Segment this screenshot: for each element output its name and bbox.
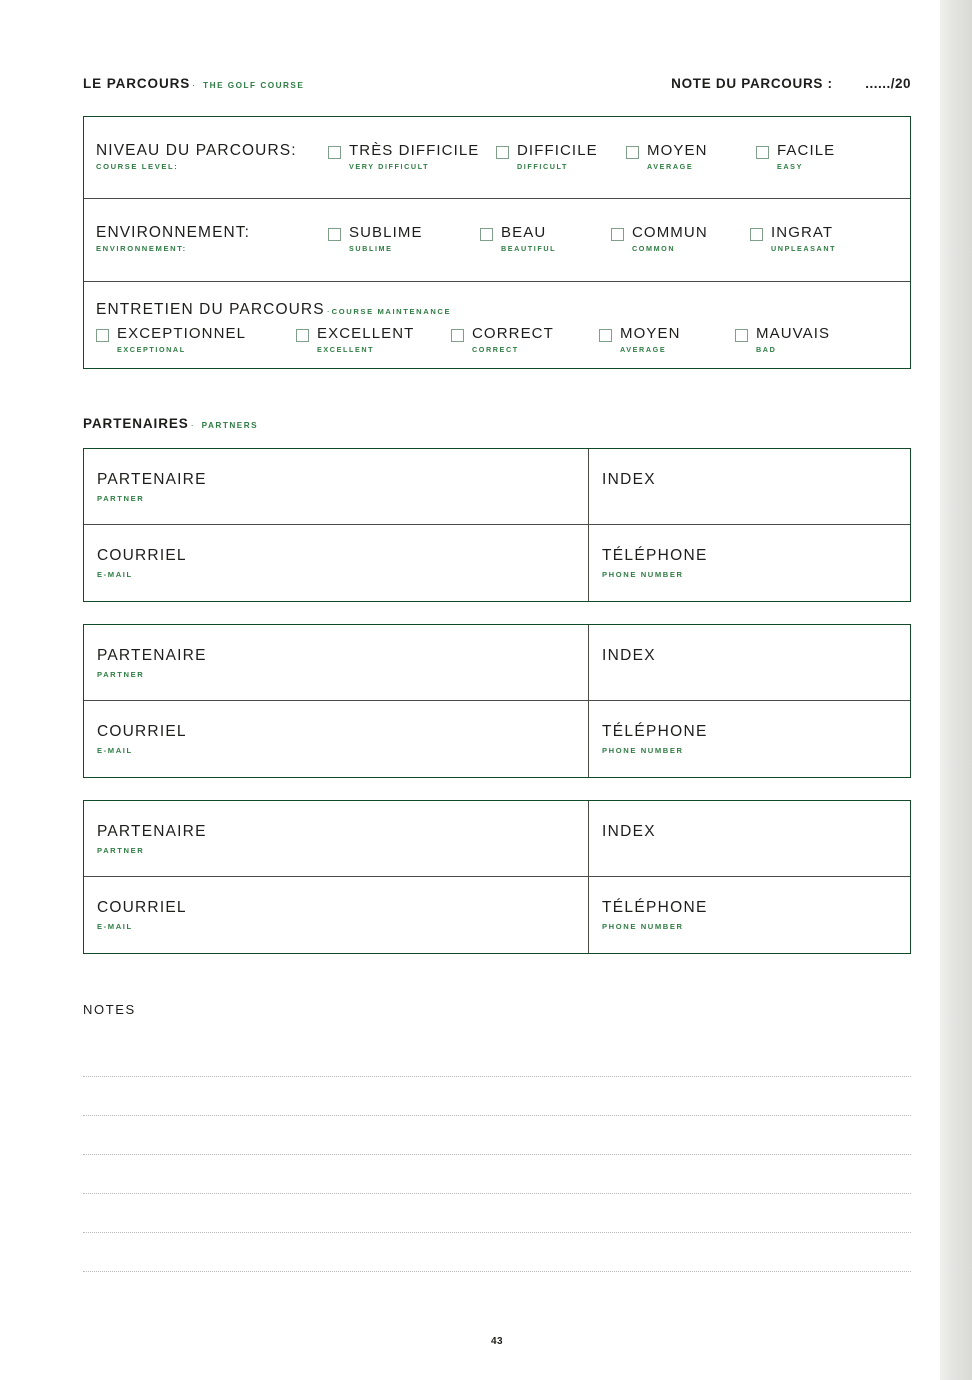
rating-row-course-maintenance [84, 282, 910, 368]
field-label-en: PHONE NUMBER [602, 746, 684, 755]
field-label-en: PHONE NUMBER [602, 570, 684, 579]
field-label-fr: INDEX [602, 647, 656, 664]
maintenance-separator: · [326, 306, 330, 316]
field-label-fr: PARTENAIRE [97, 647, 207, 664]
checkbox-icon[interactable] [96, 329, 109, 342]
field-label-fr: COURRIEL [97, 899, 187, 916]
option-label-fr: TRÈS DIFFICILE [349, 142, 480, 159]
option-label-fr: DIFFICILE [517, 142, 598, 159]
course-score-value[interactable]: ....../20 [865, 76, 911, 91]
partner-email-field[interactable] [84, 525, 589, 601]
page-edge-shadow [940, 0, 972, 1380]
option-unpleasant[interactable] [750, 225, 836, 252]
option-label-en: EASY [777, 161, 803, 171]
option-label-en: BEAUTIFUL [501, 243, 557, 253]
option-label-en: EXCEPTIONAL [117, 344, 186, 354]
rating-row-course-level [84, 117, 910, 199]
option-beautiful[interactable] [480, 225, 611, 252]
option-label-en: DIFFICULT [517, 161, 568, 171]
option-label-en: CORRECT [472, 344, 519, 354]
option-label-fr: CORRECT [472, 325, 554, 342]
maintenance-label-en: COURSE MAINTENANCE [331, 307, 452, 316]
notes-line[interactable] [83, 1233, 911, 1272]
field-label-en: PARTNER [97, 670, 145, 679]
option-excellent[interactable] [296, 326, 451, 353]
field-label-fr: INDEX [602, 823, 656, 840]
page-title: LE PARCOURS [83, 76, 191, 91]
checkbox-icon[interactable] [611, 228, 624, 241]
page-number: 43 [490, 1336, 504, 1347]
partner-index-field[interactable] [589, 801, 910, 876]
partner-index-field[interactable] [589, 625, 910, 700]
notes-line[interactable] [83, 1116, 911, 1155]
field-label-fr: TÉLÉPHONE [602, 547, 708, 564]
field-label-en: E-MAIL [97, 922, 133, 931]
notes-line[interactable] [83, 1038, 911, 1077]
checkbox-icon[interactable] [626, 146, 639, 159]
checkbox-icon[interactable] [328, 228, 341, 241]
partners-title-english: PARTNERS [201, 421, 259, 430]
option-label-en: COMMON [632, 243, 676, 253]
field-label-fr: PARTENAIRE [97, 471, 207, 488]
option-label-fr: EXCEPTIONNEL [117, 325, 247, 342]
checkbox-icon[interactable] [735, 329, 748, 342]
option-average[interactable] [626, 143, 756, 170]
checkbox-icon[interactable] [296, 329, 309, 342]
option-label-fr: SUBLIME [349, 224, 423, 241]
checkbox-icon[interactable] [756, 146, 769, 159]
checkbox-icon[interactable] [599, 329, 612, 342]
option-very-difficult[interactable] [328, 143, 496, 170]
partner-entry [83, 624, 911, 778]
option-label-fr: INGRAT [771, 224, 834, 241]
option-sublime[interactable] [328, 225, 480, 252]
notes-line[interactable] [83, 1194, 911, 1233]
partner-phone-field[interactable] [589, 701, 910, 777]
checkbox-icon[interactable] [328, 146, 341, 159]
notes-line[interactable] [83, 1155, 911, 1194]
field-label-fr: COURRIEL [97, 723, 187, 740]
course-rating-box [83, 116, 911, 369]
option-common[interactable] [611, 225, 750, 252]
field-label-fr: PARTENAIRE [97, 823, 207, 840]
course-level-label: NIVEAU DU PARCOURS: [96, 142, 297, 159]
option-label-en: AVERAGE [647, 161, 694, 171]
option-label-en: VERY DIFFICULT [349, 161, 430, 171]
course-score-label: NOTE DU PARCOURS : [671, 76, 833, 91]
field-label-en: PHONE NUMBER [602, 922, 684, 931]
field-label-fr: TÉLÉPHONE [602, 723, 708, 740]
page-content [83, 0, 911, 1347]
option-label-en: EXCELLENT [317, 344, 375, 354]
option-label-fr: FACILE [777, 142, 836, 159]
field-label-en: E-MAIL [97, 570, 133, 579]
partner-entry [83, 448, 911, 602]
option-average-maintenance[interactable] [599, 326, 735, 353]
partner-index-field[interactable] [589, 449, 910, 524]
partner-phone-field[interactable] [589, 525, 910, 601]
checkbox-icon[interactable] [750, 228, 763, 241]
rating-row-environment [84, 199, 910, 282]
field-label-fr: TÉLÉPHONE [602, 899, 708, 916]
page-title-english: THE GOLF COURSE [203, 81, 305, 90]
option-label-fr: MAUVAIS [756, 325, 831, 342]
environment-label: ENVIRONNEMENT: [96, 224, 251, 241]
field-label-en: PARTNER [97, 846, 145, 855]
option-label-fr: MOYEN [647, 142, 708, 159]
option-correct[interactable] [451, 326, 599, 353]
partner-name-field[interactable] [84, 625, 589, 700]
partner-email-field[interactable] [84, 877, 589, 953]
course-header [83, 75, 911, 99]
partners-title: PARTENAIRES [83, 416, 189, 431]
option-label-fr: MOYEN [620, 325, 681, 342]
course-score [671, 75, 911, 93]
partner-phone-field[interactable] [589, 877, 910, 953]
partner-name-field[interactable] [84, 801, 589, 876]
partners-header [83, 415, 911, 433]
field-label-en: PARTNER [97, 494, 145, 503]
option-label-en: SUBLIME [349, 243, 393, 253]
option-label-en: BAD [756, 344, 777, 354]
checkbox-icon[interactable] [451, 329, 464, 342]
course-level-label-en: COURSE LEVEL: [96, 162, 179, 172]
field-label-fr: INDEX [602, 471, 656, 488]
option-label-fr: BEAU [501, 224, 547, 241]
checkbox-icon[interactable] [496, 146, 509, 159]
partners-separator: · [190, 420, 194, 430]
option-bad[interactable] [735, 326, 830, 353]
notes-area[interactable] [83, 1038, 911, 1272]
option-label-en: UNPLEASANT [771, 243, 837, 253]
option-label-fr: EXCELLENT [317, 325, 415, 342]
option-label-fr: COMMUN [632, 224, 708, 241]
option-exceptional[interactable] [96, 326, 296, 353]
environment-label-en: ENVIRONNEMENT: [96, 244, 187, 254]
title-separator: · [192, 80, 196, 90]
maintenance-label: ENTRETIEN DU PARCOURS [96, 301, 325, 318]
field-label-fr: COURRIEL [97, 547, 187, 564]
option-label-en: AVERAGE [620, 344, 667, 354]
notes-line[interactable] [83, 1077, 911, 1116]
partner-entry [83, 800, 911, 954]
partner-email-field[interactable] [84, 701, 589, 777]
option-easy[interactable] [756, 143, 835, 170]
partner-name-field[interactable] [84, 449, 589, 524]
checkbox-icon[interactable] [480, 228, 493, 241]
option-difficult[interactable] [496, 143, 626, 170]
notes-title: NOTES [83, 1002, 136, 1017]
field-label-en: E-MAIL [97, 746, 133, 755]
